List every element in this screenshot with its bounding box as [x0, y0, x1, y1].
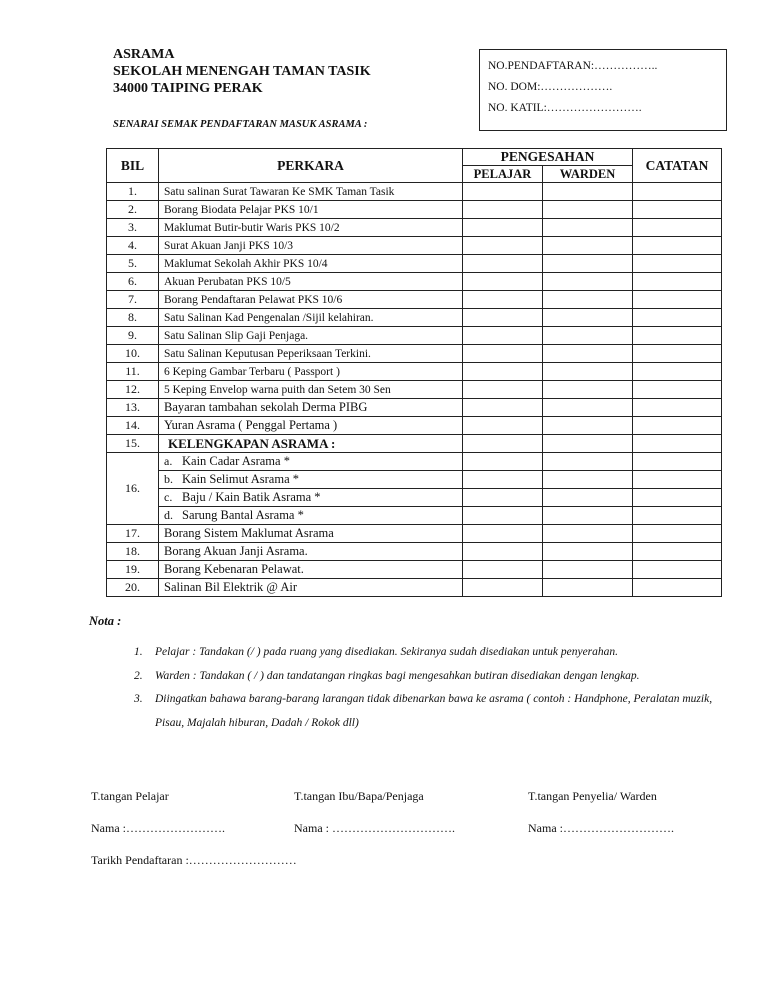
pelajar-check-cell[interactable] [463, 507, 543, 525]
table-row [107, 201, 722, 219]
student-name-field: Nama :……………………. [91, 821, 225, 835]
warden-check-cell[interactable] [543, 345, 633, 363]
row-number: 18. [107, 543, 159, 561]
pelajar-check-cell[interactable] [463, 579, 543, 597]
warden-check-cell[interactable] [543, 399, 633, 417]
row-number: 1. [107, 183, 159, 201]
pelajar-check-cell[interactable] [463, 345, 543, 363]
table-row [107, 273, 722, 291]
row-number: 17. [107, 525, 159, 543]
catatan-cell[interactable] [633, 561, 722, 579]
warden-check-cell[interactable] [543, 273, 633, 291]
header-line-address: 34000 TAIPING PERAK [113, 81, 263, 96]
registration-box [479, 49, 727, 131]
pelajar-check-cell[interactable] [463, 561, 543, 579]
table-row [107, 435, 722, 453]
pelajar-check-cell[interactable] [463, 381, 543, 399]
pelajar-check-cell[interactable] [463, 525, 543, 543]
row-item: Surat Akuan Janji PKS 10/3 [159, 237, 463, 255]
warden-check-cell[interactable] [543, 579, 633, 597]
nota-number: 1. [134, 646, 143, 658]
row-item: Borang Kebenaran Pelawat. [159, 561, 463, 579]
row-number: 5. [107, 255, 159, 273]
table-row [107, 525, 722, 543]
pelajar-check-cell[interactable] [463, 273, 543, 291]
table-row [107, 417, 722, 435]
row-item: 5 Keping Envelop warna puith dan Setem 30 Sen [159, 381, 463, 399]
pelajar-check-cell[interactable] [463, 183, 543, 201]
header-perkara: PERKARA [159, 149, 463, 183]
warden-check-cell[interactable] [543, 363, 633, 381]
row-number: 3. [107, 219, 159, 237]
row-number: 10. [107, 345, 159, 363]
row-item: 6 Keping Gambar Terbaru ( Passport ) [159, 363, 463, 381]
table-row [107, 507, 722, 525]
table-row [107, 363, 722, 381]
pelajar-check-cell[interactable] [463, 471, 543, 489]
pelajar-check-cell[interactable] [463, 309, 543, 327]
warden-check-cell[interactable] [543, 201, 633, 219]
row-item: Satu Salinan Keputusan Peperiksaan Terkini. [159, 345, 463, 363]
row-number: 16. [107, 453, 159, 525]
warden-check-cell[interactable] [543, 183, 633, 201]
pelajar-check-cell[interactable] [463, 201, 543, 219]
pelajar-check-cell[interactable] [463, 237, 543, 255]
catatan-cell[interactable] [633, 183, 722, 201]
table-row [107, 471, 722, 489]
sub-item-text: Baju / Kain Batik Asrama * [182, 490, 321, 504]
warden-check-cell[interactable] [543, 327, 633, 345]
catatan-cell[interactable] [633, 417, 722, 435]
catatan-cell[interactable] [633, 345, 722, 363]
warden-check-cell[interactable] [543, 435, 633, 453]
nota-text: Warden : Tandakan ( / ) dan tandatangan ringkas bagi mengesahkan butiran disediakan dengan lengkap. [155, 669, 640, 682]
table-row [107, 183, 722, 201]
row-item: Satu Salinan Kad Pengenalan /Sijil kelahiran. [159, 309, 463, 327]
signature-parent-label: T.tangan Ibu/Bapa/Penjaga [294, 789, 424, 803]
row-item: Maklumat Sekolah Akhir PKS 10/4 [159, 255, 463, 273]
catatan-cell[interactable] [633, 237, 722, 255]
row-item: Bayaran tambahan sekolah Derma PIBG [159, 399, 463, 417]
nota-list [130, 641, 730, 735]
warden-check-cell[interactable] [543, 561, 633, 579]
table-row [107, 579, 722, 597]
catatan-cell[interactable] [633, 543, 722, 561]
registration-date-field: Tarikh Pendaftaran :……………………… [91, 853, 297, 867]
table-row [107, 453, 722, 471]
table-row [107, 399, 722, 417]
catatan-cell[interactable] [633, 291, 722, 309]
table-row [107, 237, 722, 255]
row-number: 4. [107, 237, 159, 255]
warden-check-cell[interactable] [543, 237, 633, 255]
pelajar-check-cell[interactable] [463, 219, 543, 237]
registration-number-field: NO.PENDAFTARAN:…………….. [488, 60, 658, 72]
row-number: 14. [107, 417, 159, 435]
sub-item-label: c. [164, 490, 173, 504]
warden-check-cell[interactable] [543, 543, 633, 561]
sub-item-text: Kain Selimut Asrama * [182, 472, 299, 486]
catatan-cell[interactable] [633, 201, 722, 219]
warden-check-cell[interactable] [543, 471, 633, 489]
row-number: 8. [107, 309, 159, 327]
row-item: Salinan Bil Elektrik @ Air [159, 579, 463, 597]
catatan-cell[interactable] [633, 273, 722, 291]
nota-title: Nota : [89, 614, 122, 628]
warden-check-cell[interactable] [543, 309, 633, 327]
table-row [107, 345, 722, 363]
warden-check-cell[interactable] [543, 507, 633, 525]
signature-warden-label: T.tangan Penyelia/ Warden [528, 789, 657, 803]
catatan-cell[interactable] [633, 327, 722, 345]
pelajar-check-cell[interactable] [463, 453, 543, 471]
row-number: 2. [107, 201, 159, 219]
warden-check-cell[interactable] [543, 525, 633, 543]
nota-number: 3. [134, 693, 143, 705]
pelajar-check-cell[interactable] [463, 399, 543, 417]
header-warden: WARDEN [543, 166, 633, 183]
sub-item-label: b. [164, 472, 173, 486]
catatan-cell[interactable] [633, 453, 722, 471]
sub-item [159, 489, 463, 507]
header-catatan: CATATAN [633, 149, 722, 183]
warden-check-cell[interactable] [543, 291, 633, 309]
catatan-cell[interactable] [633, 525, 722, 543]
sub-item-label: a. [164, 454, 173, 468]
nota-item [130, 665, 730, 689]
catatan-cell[interactable] [633, 507, 722, 525]
nota-text: Diingatkan bahawa barang-barang larangan tidak dibenarkan bawa ke asrama ( contoh : Handphone, Peralatan muzik, Pisau, Majalah hiburan, Dadah / Rokok dll) [155, 693, 713, 729]
school-header [113, 46, 371, 97]
table-row [107, 255, 722, 273]
row-item: Satu Salinan Slip Gaji Penjaga. [159, 327, 463, 345]
sub-item-text: Kain Cadar Asrama * [182, 454, 290, 468]
sub-item-text: Sarung Bantal Asrama * [182, 508, 304, 522]
row-item: Akuan Perubatan PKS 10/5 [159, 273, 463, 291]
checklist-title: SENARAI SEMAK PENDAFTARAN MASUK ASRAMA : [113, 119, 368, 130]
catatan-cell[interactable] [633, 435, 722, 453]
row-item: Borang Pendaftaran Pelawat PKS 10/6 [159, 291, 463, 309]
pelajar-check-cell[interactable] [463, 543, 543, 561]
catatan-cell[interactable] [633, 471, 722, 489]
checklist-table [106, 148, 722, 597]
header-line-asrama: ASRAMA [113, 47, 175, 62]
pelajar-check-cell[interactable] [463, 489, 543, 507]
table-row [107, 381, 722, 399]
row-number: 9. [107, 327, 159, 345]
table-row [107, 561, 722, 579]
row-number: 11. [107, 363, 159, 381]
header-bil: BIL [107, 149, 159, 183]
pelajar-check-cell[interactable] [463, 255, 543, 273]
warden-check-cell[interactable] [543, 489, 633, 507]
header-pelajar: PELAJAR [463, 166, 543, 183]
catatan-cell[interactable] [633, 255, 722, 273]
table-row [107, 327, 722, 345]
row-item-section: KELENGKAPAN ASRAMA : [159, 435, 463, 453]
catatan-cell[interactable] [633, 399, 722, 417]
nota-item [130, 641, 730, 665]
row-item: Yuran Asrama ( Penggal Pertama ) [159, 417, 463, 435]
catatan-cell[interactable] [633, 219, 722, 237]
sub-item [159, 471, 463, 489]
row-number: 15. [107, 435, 159, 453]
row-item: Satu salinan Surat Tawaran Ke SMK Taman Tasik [159, 183, 463, 201]
table-row [107, 309, 722, 327]
warden-check-cell[interactable] [543, 453, 633, 471]
checklist-body [107, 183, 722, 597]
row-item: Borang Akuan Janji Asrama. [159, 543, 463, 561]
catatan-cell[interactable] [633, 309, 722, 327]
warden-name-field: Nama :………………………. [528, 821, 674, 835]
row-number: 12. [107, 381, 159, 399]
catatan-cell[interactable] [633, 381, 722, 399]
nota-number: 2. [134, 669, 143, 682]
row-number: 20. [107, 579, 159, 597]
row-item: Borang Biodata Pelajar PKS 10/1 [159, 201, 463, 219]
warden-check-cell[interactable] [543, 381, 633, 399]
signature-student-label: T.tangan Pelajar [91, 789, 169, 803]
row-number: 7. [107, 291, 159, 309]
table-row [107, 291, 722, 309]
parent-name-field: Nama : …………………………. [294, 821, 455, 835]
dorm-number-field: NO. DOM:………………. [488, 81, 613, 93]
table-row [107, 489, 722, 507]
row-item: Borang Sistem Maklumat Asrama [159, 525, 463, 543]
warden-check-cell[interactable] [543, 219, 633, 237]
row-number: 13. [107, 399, 159, 417]
row-item: Maklumat Butir-butir Waris PKS 10/2 [159, 219, 463, 237]
nota-text: Pelajar : Tandakan (/ ) pada ruang yang disediakan. Sekiranya sudah disediakan untuk penyerahan. [155, 646, 619, 658]
warden-check-cell[interactable] [543, 417, 633, 435]
warden-check-cell[interactable] [543, 255, 633, 273]
table-row [107, 543, 722, 561]
row-number: 6. [107, 273, 159, 291]
nota-item [130, 688, 730, 735]
pelajar-check-cell[interactable] [463, 417, 543, 435]
bed-number-field: NO. KATIL:……………………. [488, 102, 642, 114]
row-number: 19. [107, 561, 159, 579]
sub-item [159, 453, 463, 471]
sub-item-label: d. [164, 508, 173, 522]
pelajar-check-cell[interactable] [463, 291, 543, 309]
pelajar-check-cell[interactable] [463, 363, 543, 381]
pelajar-check-cell[interactable] [463, 327, 543, 345]
catatan-cell[interactable] [633, 579, 722, 597]
catatan-cell[interactable] [633, 489, 722, 507]
sub-item [159, 507, 463, 525]
table-row [107, 219, 722, 237]
header-line-school: SEKOLAH MENENGAH TAMAN TASIK [113, 64, 371, 79]
header-pengesahan: PENGESAHAN [463, 149, 633, 166]
pelajar-check-cell[interactable] [463, 435, 543, 453]
catatan-cell[interactable] [633, 363, 722, 381]
